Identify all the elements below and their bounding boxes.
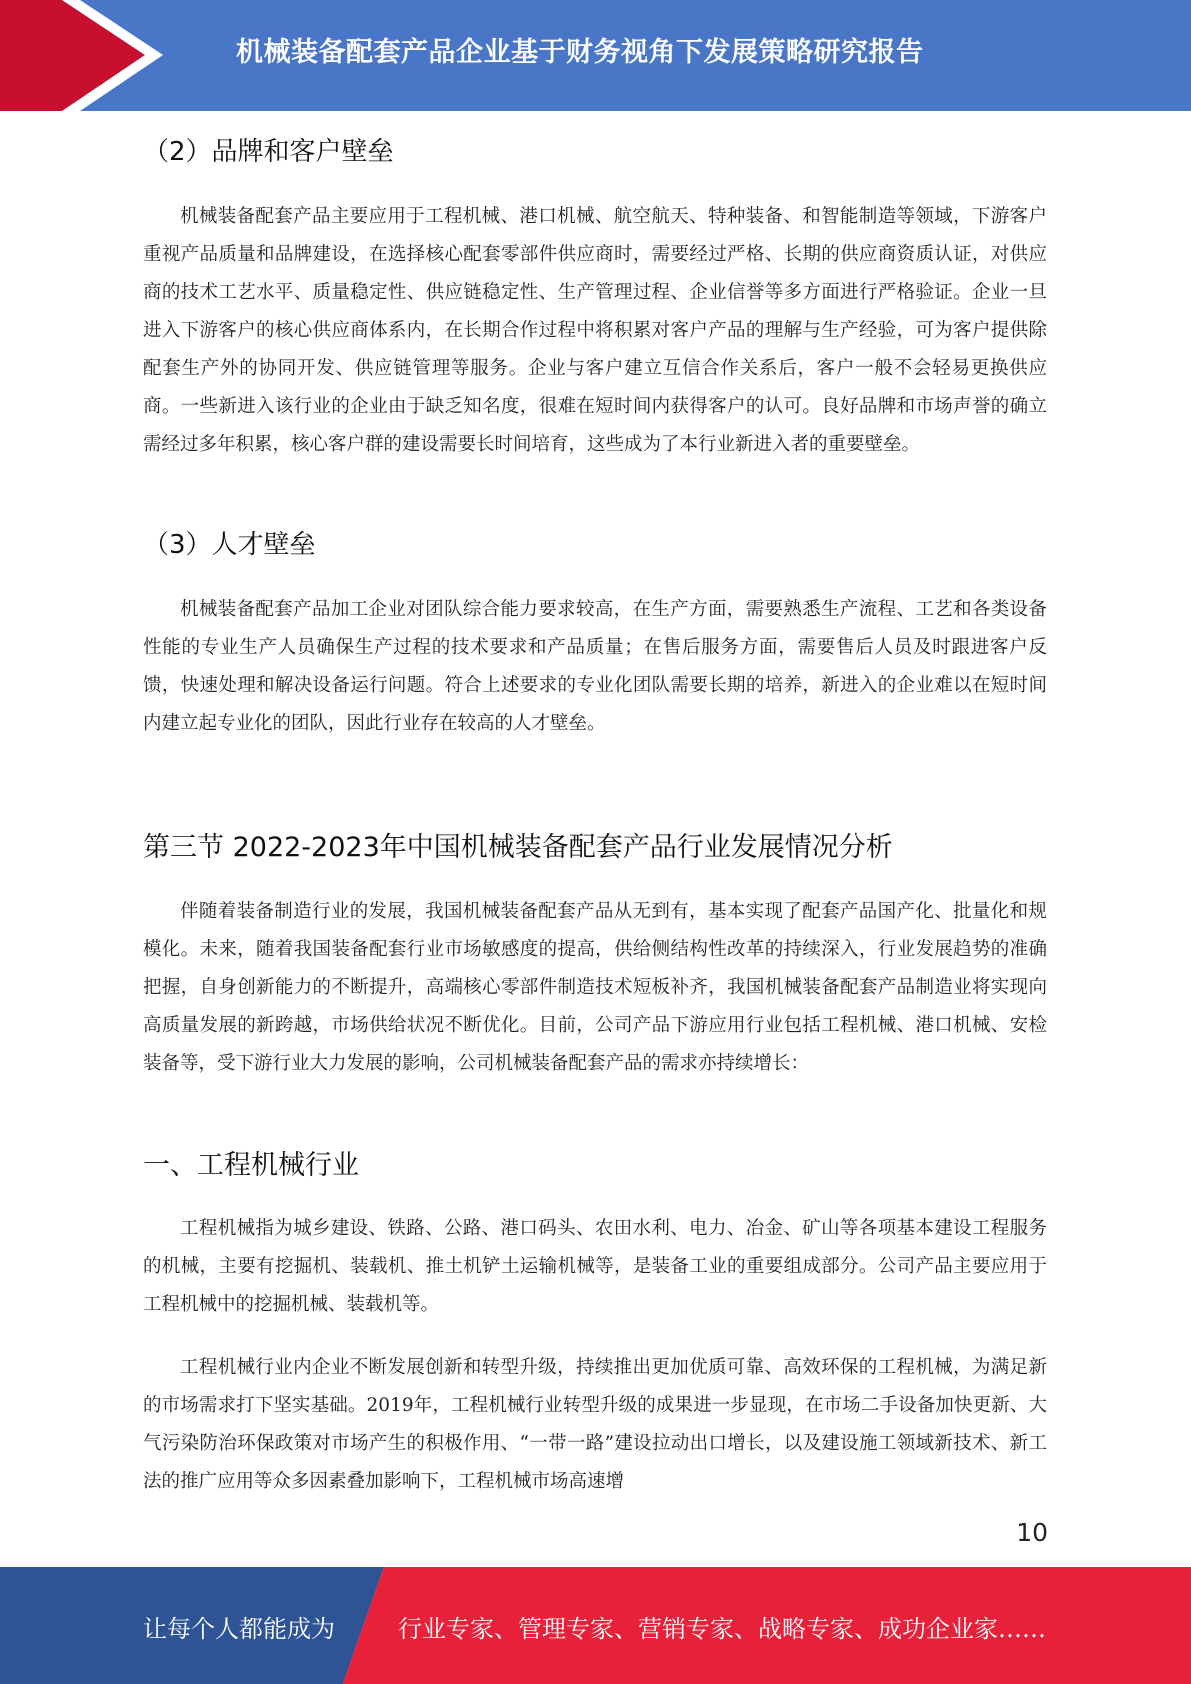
section-heading-talent-barrier: （3）人才壁垒 [143,530,316,560]
chapter-heading: 第三节 2022-2023年中国机械装备配套产品行业发展情况分析 [143,832,893,863]
paragraph-construction-machinery-definition: 工程机械指为城乡建设、铁路、公路、港口码头、农田水利、电力、冶金、矿山等各项基本建设工程服务的机械，主要有挖掘机、装载机、推土机铲土运输机械等，是装备工业的重要组成部分。公司产品主要应用于工程机械中的挖掘机械、装载机等。 [143,1218,1047,1315]
paragraph-talent-barrier: 机械装备配套产品加工企业对团队综合能力要求较高，在生产方面，需要熟悉生产流程、工艺和各类设备性能的专业生产人员确保生产过程的技术要求和产品质量；在售后服务方面，需要售后人员及时跟进客户反馈，快速处理和解决设备运行问题。符合上述要求的专业化团队需要长期的培养，新进入的企业难以在短时间内建立起专业化的团队，因此行业存在较高的人才壁垒。 [143,599,1047,734]
paragraph-industry-overview: 伴随着装备制造行业的发展，我国机械装备配套产品从无到有，基本实现了配套产品国产化、批量化和规模化。未来，随着我国装备配套行业市场敏感度的提高，供给侧结构性改革的持续深入，行业发展趋势的准确把握，自身创新能力的不断提升，高端核心零部件制造技术短板补齐，我国机械装备配套产品制造业将实现向高质量发展的新跨越，市场供给状况不断优化。目前，公司产品下游应用行业包括工程机械、港口机械、安检装备等，受下游行业大力发展的影响，公司机械装备配套产品的需求亦持续增长： [143,901,1047,1074]
section-heading-brand-barrier: （2）品牌和客户壁垒 [143,137,394,167]
footer-slogan-left: 让每个人都能成为 [143,1615,335,1643]
section-heading-construction-machinery: 一、工程机械行业 [143,1150,359,1181]
report-title: 机械装备配套产品企业基于财务视角下发展策略研究报告 [236,37,924,68]
header-bar [0,0,1191,111]
footer-slogan-right: 行业专家、管理专家、营销专家、战略专家、成功企业家…… [398,1615,1046,1643]
paragraph-construction-machinery-growth: 工程机械行业内企业不断发展创新和转型升级，持续推出更加优质可靠、高效环保的工程机械，为满足新的市场需求打下坚实基础。2019年，工程机械行业转型升级的成果进一步显现，在市场二手设备加快更新、大气污染防治环保政策对市场产生的积极作用、“一带一路”建设拉动出口增长，以及建设施工领域新技术、新工法的推广应用等众多因素叠加影响下，工程机械市场高速增 [143,1357,1047,1492]
page-number: 10 [1016,1518,1048,1547]
paragraph-brand-barrier: 机械装备配套产品主要应用于工程机械、港口机械、航空航天、特种装备、和智能制造等领域，下游客户重视产品质量和品牌建设，在选择核心配套零部件供应商时，需要经过严格、长期的供应商资质认证，对供应商的技术工艺水平、质量稳定性、供应链稳定性、生产管理过程、企业信誉等多方面进行严格验证。企业一旦进入下游客户的核心供应商体系内，在长期合作过程中将积累对客户产品的理解与生产经验，可为客户提供除配套生产外的协同开发、供应链管理等服务。企业与客户建立互信合作关系后，客户一般不会轻易更换供应商。一些新进入该行业的企业由于缺乏知名度，很难在短时间内获得客户的认可。良好品牌和市场声誉的确立需经过多年积累，核心客户群的建设需要长时间培育，这些成为了本行业新进入者的重要壁垒。 [143,206,1047,455]
footer-bar [0,1567,1191,1684]
